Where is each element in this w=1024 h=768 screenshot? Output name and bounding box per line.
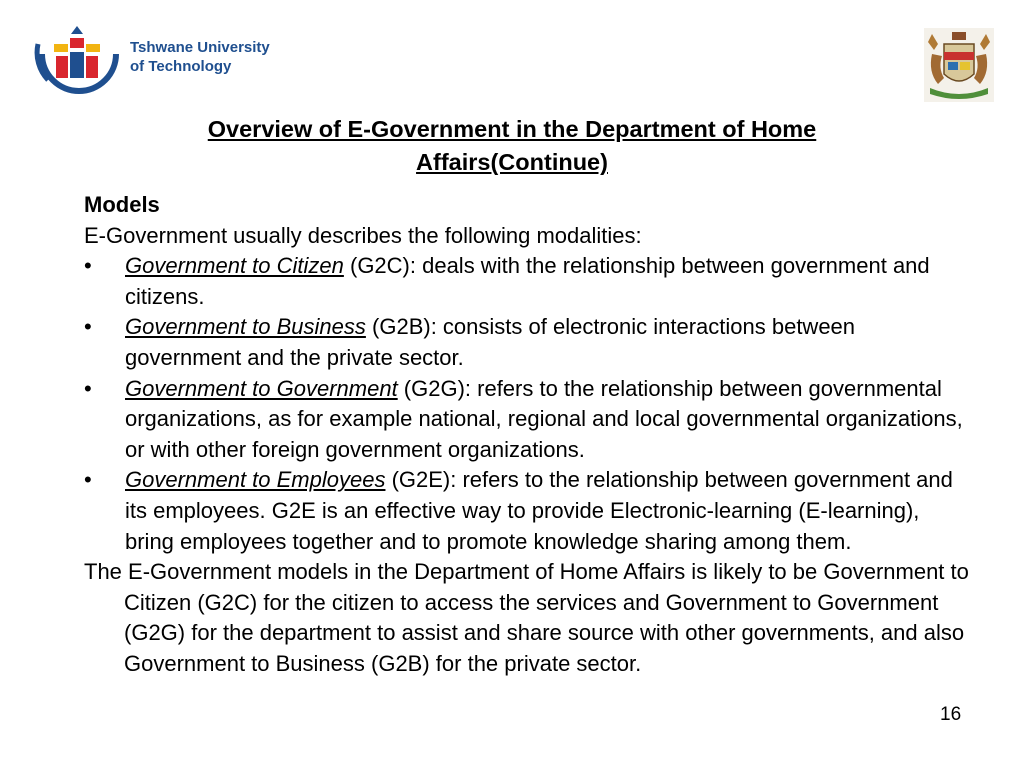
bullet-term: Government to Business [125,314,366,340]
coat-of-arms-icon [924,28,994,102]
bullet-icon: • [84,467,92,493]
slide-title-line2: Affairs(Continue) [416,149,608,175]
bullet-text: (G2C): deals with the relationship between government and citizens. [125,253,930,309]
university-logo [34,24,304,96]
bullet-item-g2b [84,312,974,373]
section-heading: Models [84,192,160,217]
bullet-icon: • [84,314,92,340]
university-name-line2: of Technology [130,58,232,75]
tut-logo-icon [34,24,124,96]
slide-title [120,113,904,179]
page-number: 16 [940,704,962,725]
closing-paragraph: The E-Government models in the Department of Home Affairs is likely to be Government to Citizen (G2C) for the citizen to access the services and Government to Government (G2G) for the department to assist and share source with other governments, and also Government to Business (G2B) for the private sector. [84,559,969,676]
bullet-item-g2g [84,374,974,466]
bullet-item-g2c [84,251,974,312]
university-name [130,38,270,76]
bullet-icon: • [84,375,92,401]
bullet-text: (G2B): consists of electronic interactions between government and the private sector. [125,314,856,370]
bullet-item-g2e [84,465,974,557]
bullet-icon: • [84,253,92,279]
bullet-term: Government to Citizen [125,253,344,279]
university-name-line1: Tshwane University [130,39,270,56]
bullet-term: Government to Employees [125,467,386,493]
bullet-text: (G2E): refers to the relationship between government and its employees. G2E is an effective way to provide Electronic-learning (E-learning), bring employees together and to promote knowledge sharing among them. [125,467,953,554]
slide-body [84,190,974,680]
bullet-text: (G2G): refers to the relationship between governmental organizations, as for example national, regional and local governmental organizations, or with other foreign government organizations. [125,375,963,462]
bullet-term: Government to Government [125,375,398,401]
slide-title-line1: Overview of E-Government in the Department of Home [207,116,817,142]
intro-text: E-Government usually describes the following modalities: [84,222,642,248]
